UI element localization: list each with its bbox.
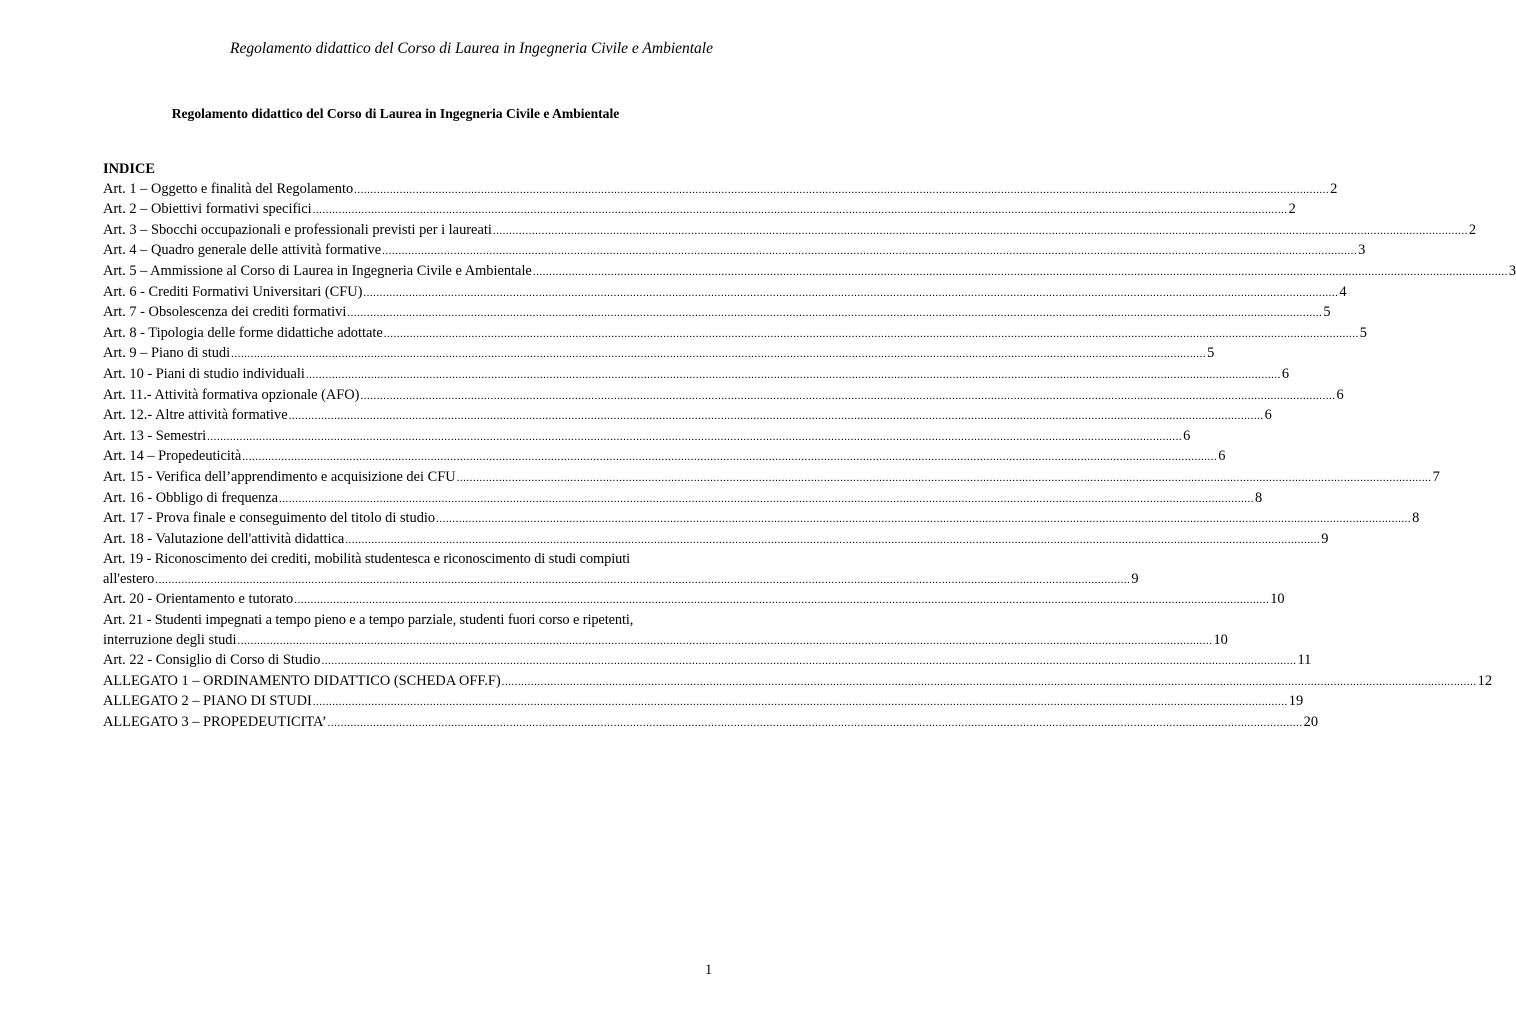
toc-entry-page: 2: [1468, 221, 1477, 238]
dot-leader: ............................................................................................................................................................................................................................................................................................................: [312, 696, 1288, 709]
toc-entry-page: 5: [1359, 324, 1367, 341]
toc-entry-page: 6: [1264, 407, 1272, 424]
toc-entry-page: 6: [1183, 427, 1191, 444]
dot-leader: ............................................................................................................................................................................................................................................................................................................: [501, 675, 1477, 688]
dot-leader: ............................................................................................................................................................................................................................................................................................................: [155, 573, 1131, 586]
dot-leader: ............................................................................................................................................................................................................................................................................................................: [321, 655, 1297, 668]
toc-entry-page: 2: [1330, 180, 1338, 197]
toc-entry-page: 8: [1412, 510, 1420, 527]
dot-leader: ............................................................................................................................................................................................................................................................................................................: [360, 389, 1336, 402]
toc-entry-title: Art. 18 - Valutazione dell'attività didattica: [103, 530, 345, 547]
toc-entry-art-21[interactable]: [103, 611, 1228, 651]
toc-entry-art-15[interactable]: [103, 468, 1440, 489]
toc-entry-art-16[interactable]: [103, 489, 1263, 510]
dot-leader: ............................................................................................................................................................................................................................................................................................................: [327, 717, 1303, 730]
dot-leader: ............................................................................................................................................................................................................................................................................................................: [279, 492, 1255, 505]
toc-entry-page: 3: [1358, 242, 1366, 259]
toc-entry-art-1[interactable]: [103, 180, 1338, 201]
toc-heading: INDICE: [103, 161, 155, 177]
dot-leader: ............................................................................................................................................................................................................................................................................................................: [345, 533, 1321, 546]
toc-entry-art-6[interactable]: [103, 283, 1347, 304]
toc-entry-art-9[interactable]: [103, 344, 1215, 365]
toc-entry-art-11[interactable]: [103, 386, 1344, 407]
toc-entry-art-17[interactable]: [103, 509, 1420, 530]
page-number: 1: [705, 962, 713, 978]
dot-leader: ............................................................................................................................................................................................................................................................................................................: [532, 265, 1508, 278]
toc-entry-allegato-2[interactable]: [103, 692, 1304, 713]
toc-entry-title: Art. 3 – Sbocchi occupazionali e professionali previsti per i laureati: [103, 221, 492, 238]
toc-entry-page: 5: [1207, 345, 1215, 362]
toc-entry-art-7[interactable]: [103, 303, 1331, 324]
toc-entry-art-18[interactable]: [103, 530, 1329, 551]
dot-leader: ............................................................................................................................................................................................................................................................................................................: [237, 634, 1213, 647]
toc-entry-title: Art. 12.- Altre attività formative: [103, 407, 288, 424]
toc-entry-title: Art. 4 – Quadro generale delle attività formative: [103, 242, 382, 259]
toc-entry-title: Art. 9 – Piano di studi: [103, 345, 231, 362]
toc-entry-page: 9: [1131, 570, 1139, 587]
toc-entry-page: 6: [1218, 448, 1226, 465]
dot-leader: ............................................................................................................................................................................................................................................................................................................: [492, 224, 1468, 237]
dot-leader: ............................................................................................................................................................................................................................................................................................................: [207, 430, 1183, 443]
toc-entry-page: 20: [1303, 714, 1319, 731]
toc-entry-allegato-1[interactable]: [103, 672, 1493, 693]
toc-entry-art-22[interactable]: [103, 651, 1312, 672]
toc-entry-title-continued: interruzione degli studi: [103, 631, 237, 648]
toc-entry-page: 19: [1288, 693, 1304, 710]
toc-entry-title: Art. 11.- Attività formativa opzionale (AFO): [103, 386, 360, 403]
toc-entry-title: Art. 5 – Ammissione al Corso di Laurea in Ingegneria Civile e Ambientale: [103, 262, 532, 279]
toc-entry-title: Art. 6 - Crediti Formativi Universitari (CFU): [103, 283, 363, 300]
toc-entry-title: ALLEGATO 2 – PIANO DI STUDI: [103, 693, 312, 710]
dot-leader: ............................................................................................................................................................................................................................................................................................................: [382, 245, 1358, 258]
toc-entry-title: Art. 1 – Oggetto e finalità del Regolamento: [103, 180, 354, 197]
toc-entry-title: Art. 2 – Obiettivi formativi specifici: [103, 201, 312, 218]
toc-entry-art-10[interactable]: [103, 365, 1290, 386]
toc-entry-art-4[interactable]: [103, 241, 1366, 262]
toc-entry-art-3[interactable]: [103, 221, 1477, 242]
dot-leader: ............................................................................................................................................................................................................................................................................................................: [456, 471, 1432, 484]
toc-entry-title: Art. 13 - Semestri: [103, 427, 207, 444]
toc-entry-title: ALLEGATO 1 – ORDINAMENTO DIDATTICO (SCHEDA OFF.F): [103, 672, 501, 689]
toc-entry-page: 2: [1288, 201, 1296, 218]
toc-entry-art-12[interactable]: [103, 406, 1272, 427]
dot-leader: ............................................................................................................................................................................................................................................................................................................: [231, 348, 1207, 361]
toc-entry-title: Art. 15 - Verifica dell’apprendimento e acquisizione dei CFU: [103, 468, 456, 485]
dot-leader: ............................................................................................................................................................................................................................................................................................................: [305, 368, 1281, 381]
toc-entry-page: 3: [1508, 262, 1516, 279]
dot-leader: ............................................................................................................................................................................................................................................................................................................: [294, 594, 1270, 607]
document-title: Regolamento didattico del Corso di Laurea in Ingegneria Civile e Ambientale: [171, 106, 620, 121]
toc-entry-art-2[interactable]: [103, 200, 1296, 221]
toc-entry-title: Art. 21 - Studenti impegnati a tempo pieno e a tempo parziale, studenti fuori corso e ripetenti,: [103, 612, 634, 629]
dot-leader: ............................................................................................................................................................................................................................................................................................................: [347, 307, 1323, 320]
toc-entry-title: Art. 19 - Riconoscimento dei crediti, mobilità studentesca e riconoscimento di studi compiuti: [103, 551, 631, 568]
toc-entry-art-13[interactable]: [103, 427, 1191, 448]
toc-entry-page: 6: [1336, 386, 1344, 403]
toc-entry-art-5[interactable]: [103, 262, 1516, 283]
toc-entry-page: 5: [1323, 304, 1331, 321]
toc-entry-allegato-3[interactable]: [103, 713, 1319, 734]
dot-leader: ............................................................................................................................................................................................................................................................................................................: [436, 513, 1412, 526]
dot-leader: ............................................................................................................................................................................................................................................................................................................: [312, 204, 1288, 217]
toc-entry-art-19[interactable]: [103, 550, 1139, 590]
toc-entry-title: Art. 10 - Piani di studio individuali: [103, 365, 305, 382]
toc-entry-page: 10: [1270, 591, 1285, 608]
toc-entry-title: Art. 7 - Obsolescenza dei crediti formativi: [103, 304, 347, 321]
toc-entry-page: 10: [1213, 631, 1228, 648]
toc-entry-page: 12: [1477, 672, 1493, 689]
toc-entry-page: 7: [1432, 468, 1440, 485]
table-of-contents: [103, 160, 1516, 734]
dot-leader: ............................................................................................................................................................................................................................................................................................................: [288, 410, 1264, 423]
toc-entry-title: Art. 14 – Propedeuticità: [103, 448, 242, 465]
toc-entry-title: Art. 20 - Orientamento e tutorato: [103, 591, 294, 608]
toc-entry-title: Art. 17 - Prova finale e conseguimento del titolo di studio: [103, 510, 436, 527]
toc-entry-page: 4: [1339, 283, 1347, 300]
toc-entry-art-20[interactable]: [103, 590, 1285, 611]
dot-leader: ............................................................................................................................................................................................................................................................................................................: [383, 327, 1359, 340]
toc-entry-page: 11: [1297, 652, 1312, 669]
toc-entry-page: 9: [1321, 530, 1329, 547]
toc-entry-title: Art. 22 - Consiglio di Corso di Studio: [103, 652, 321, 669]
toc-entry-art-14[interactable]: [103, 447, 1226, 468]
toc-entry-page: 6: [1281, 365, 1290, 382]
dot-leader: ............................................................................................................................................................................................................................................................................................................: [354, 183, 1330, 196]
dot-leader: ............................................................................................................................................................................................................................................................................................................: [363, 286, 1339, 299]
running-header: Regolamento didattico del Corso di Laurea in Ingegneria Civile e Ambientale: [229, 40, 713, 57]
toc-entry-title: Art. 16 - Obbligo di frequenza: [103, 489, 279, 506]
toc-entry-art-8[interactable]: [103, 324, 1367, 345]
dot-leader: ............................................................................................................................................................................................................................................................................................................: [242, 451, 1218, 464]
toc-entry-page: 8: [1255, 489, 1263, 506]
toc-entry-title: ALLEGATO 3 – PROPEDEUTICITA’: [103, 714, 327, 731]
toc-entry-title: Art. 8 - Tipologia delle forme didattiche adottate: [103, 324, 383, 341]
toc-entry-title-continued: all'estero: [103, 570, 155, 587]
